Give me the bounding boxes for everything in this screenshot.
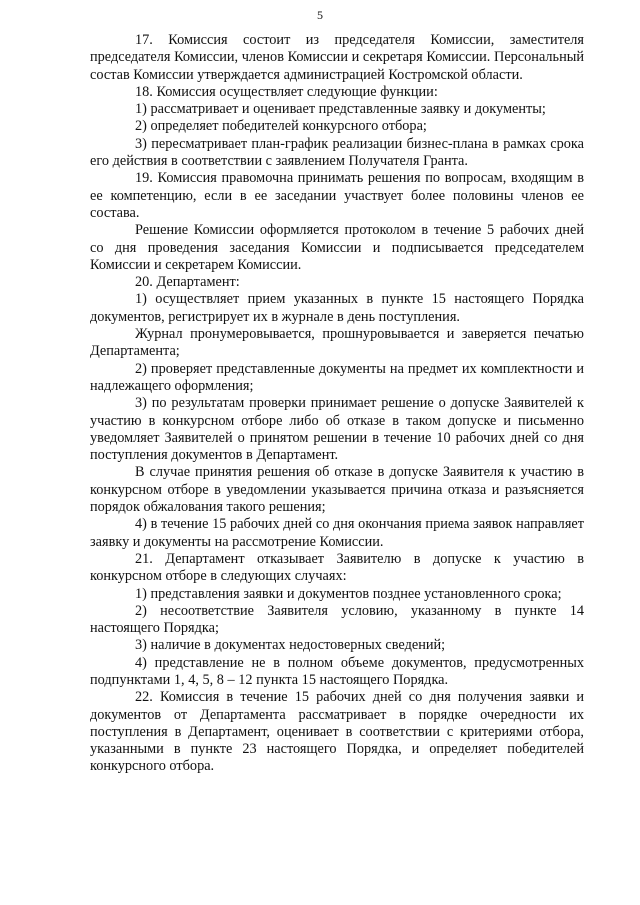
paragraph: 2) несоответствие Заявителя условию, указанному в пункте 14 настоящего Порядка; (90, 602, 584, 637)
paragraph: Журнал пронумеровывается, прошнуровывается и заверяется печатью Департамента; (90, 326, 584, 360)
paragraph: 3) наличие в документах недостоверных сведений; (135, 637, 446, 654)
paragraph: 18. Комиссия осуществляет следующие функции: (135, 83, 438, 100)
paragraph: 2) определяет победителей конкурсного отбора; (135, 118, 427, 135)
paragraph: 17. Комиссия состоит из председателя Комиссии, заместителя председателя Комиссии, членов Комиссии и секретаря Комиссии. Персональный состав Комиссии утверждается администрацией Костромской области. (90, 32, 584, 83)
paragraph: В случае принятия решения об отказе в допуске Заявителя к участию в конкурсном отборе в уведомлении указывается причина отказа и разъясняется порядок обжалования такого решения; (90, 464, 584, 516)
paragraph: Решение Комиссии оформляется протоколом в течение 5 рабочих дней со дня проведения заседания Комиссии и подписывается председателем Комиссии и секретарем Комиссии. (90, 222, 584, 273)
paragraph: 4) представление не в полном объеме документов, предусмотренных подпунктами 1, 4, 5, 8 – 12 пункта 15 настоящего Порядка. (90, 654, 584, 688)
paragraph: 1) осуществляет прием указанных в пункте 15 настоящего Порядка документов, регистрирует их в журнале в день поступления. (90, 291, 584, 325)
paragraph: 1) рассматривает и оценивает представленные заявку и документы; (135, 101, 546, 118)
page-number: 5 (317, 8, 323, 22)
paragraph: 21. Департамент отказывает Заявителю в допуске к участию в конкурсном отборе в следующих случаях: (90, 550, 584, 585)
paragraph: 19. Комиссия правомочна принимать решения по вопросам, входящим в ее компетенцию, если в ее заседании участвует более половины членов ее состава. (90, 170, 584, 221)
paragraph: 20. Департамент: (135, 274, 240, 291)
paragraph: 1) представления заявки и документов позднее установленного срока; (135, 585, 562, 602)
paragraph: 2) проверяет представленные документы на предмет их комплектности и надлежащего оформления; (90, 360, 584, 394)
document-body (90, 32, 584, 776)
paragraph: 3) по результатам проверки принимает решение о допуске Заявителей к участию в конкурсном отборе либо об отказе в таком допуске и письменно уведомляет Заявителей о принятом решении в течение 10 рабочих дней со дня поступления документов в Департамент. (90, 395, 584, 464)
paragraph: 4) в течение 15 рабочих дней со дня окончания приема заявок направляет заявку и документы на рассмотрение Комиссии. (90, 516, 584, 550)
paragraph: 3) пересматривает план-график реализации бизнес-плана в рамках срока его действия в соответствии с заявлением Получателя Гранта. (90, 135, 584, 170)
paragraph: 22. Комиссия в течение 15 рабочих дней со дня получения заявки и документов от Департамента рассматривает в порядке очередности их поступления в Департамент, оценивает в соответствии с критериями отбора, указанными в пункте 23 настоящего Порядка, и определяет победителей конкурсного отбора. (90, 689, 584, 775)
